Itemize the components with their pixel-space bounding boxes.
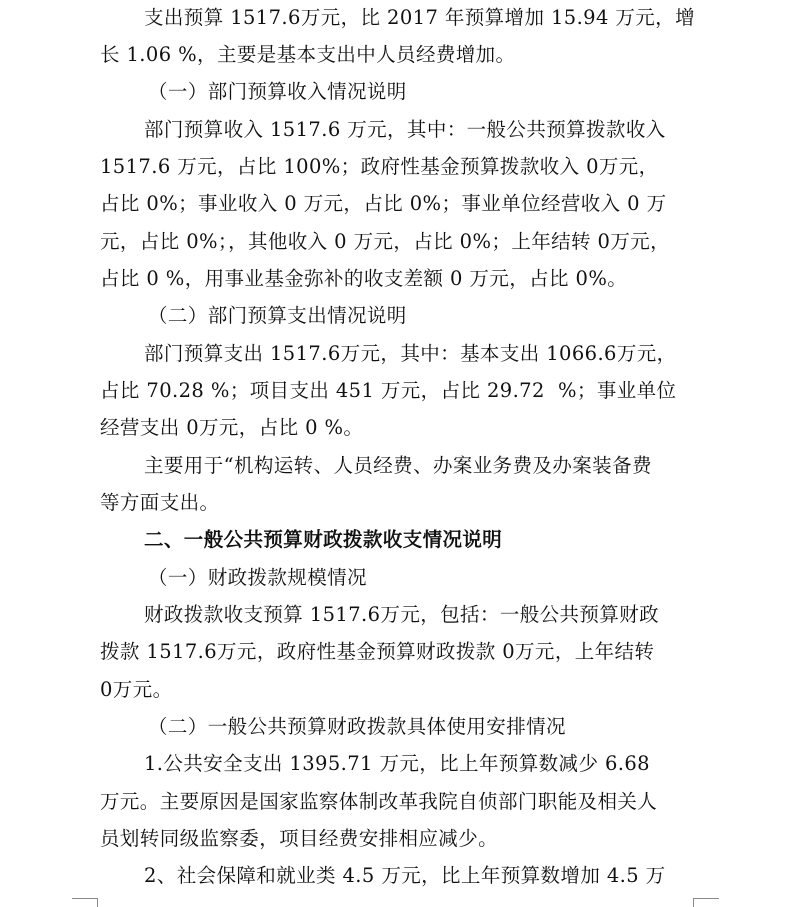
text-line-5: 1517.6 万元，占比 100%；政府性基金预算拨款收入 0万元， (100, 155, 659, 178)
text-line-21: 1.公共安全支出 1395.71 万元，比上年预算数减少 6.68 (144, 752, 650, 775)
text-line-11: 占比 70.28 %；项目支出 451 万元，占比 29.72 %；事业单位 (100, 379, 677, 402)
text-line-23: 员划转同级监察委，项目经费安排相应减少。 (100, 827, 499, 850)
text-line-1: 支出预算 1517.6万元，比 2017 年预算增加 15.94 万元，增 (144, 6, 695, 29)
text-line-19: 0万元。 (100, 678, 173, 701)
text-line-22: 万元。主要原因是国家监察体制改革我院自侦部门职能及相关人 (100, 790, 658, 813)
text-line-17: 财政拨款收支预算 1517.6万元，包括：一般公共预算财政 (144, 603, 660, 626)
text-line-14: 等方面支出。 (100, 491, 220, 514)
chapter-heading-general-budget: 二、一般公共预算财政拨款收支情况说明 (144, 528, 503, 551)
text-line-4: 部门预算收入 1517.6 万元，其中：一般公共预算拨款收入 (144, 118, 666, 141)
crop-mark-bottom-left-vertical (97, 898, 98, 907)
text-line-12: 经营支出 0万元，占比 0 %。 (100, 416, 364, 439)
text-line-10: 部门预算支出 1517.6万元，其中：基本支出 1066.6万元， (144, 342, 677, 365)
text-line-13: 主要用于“机构运转、人员经费、办案业务费及办案装备费 (144, 454, 652, 477)
section-heading-usage: （二）一般公共预算财政拨款具体使用安排情况 (148, 715, 566, 738)
crop-mark-bottom-left-horizontal (72, 898, 98, 899)
crop-mark-bottom-right-vertical (693, 898, 694, 907)
text-line-18: 拨款 1517.6万元，政府性基金预算财政拨款 0万元，上年结转 (100, 640, 655, 663)
text-line-24: 2、社会保障和就业类 4.5 万元，比上年预算数增加 4.5 万 (144, 864, 666, 887)
text-line-2: 长 1.06 %，主要是基本支出中人员经费增加。 (100, 43, 516, 66)
text-line-6: 占比 0%；事业收入 0 万元，占比 0%；事业单位经营收入 0 万 (100, 192, 667, 215)
section-heading-scale: （一）财政拨款规模情况 (148, 566, 367, 589)
text-line-7: 元，占比 0%；，其他收入 0 万元，占比 0%；上年结转 0万元， (100, 230, 671, 253)
crop-mark-bottom-right-horizontal (693, 898, 719, 899)
section-heading-income: （一）部门预算收入情况说明 (148, 80, 407, 103)
section-heading-expense: （二）部门预算支出情况说明 (148, 304, 407, 327)
text-line-8: 占比 0 %，用事业基金弥补的收支差额 0 万元，占比 0%。 (100, 267, 628, 290)
